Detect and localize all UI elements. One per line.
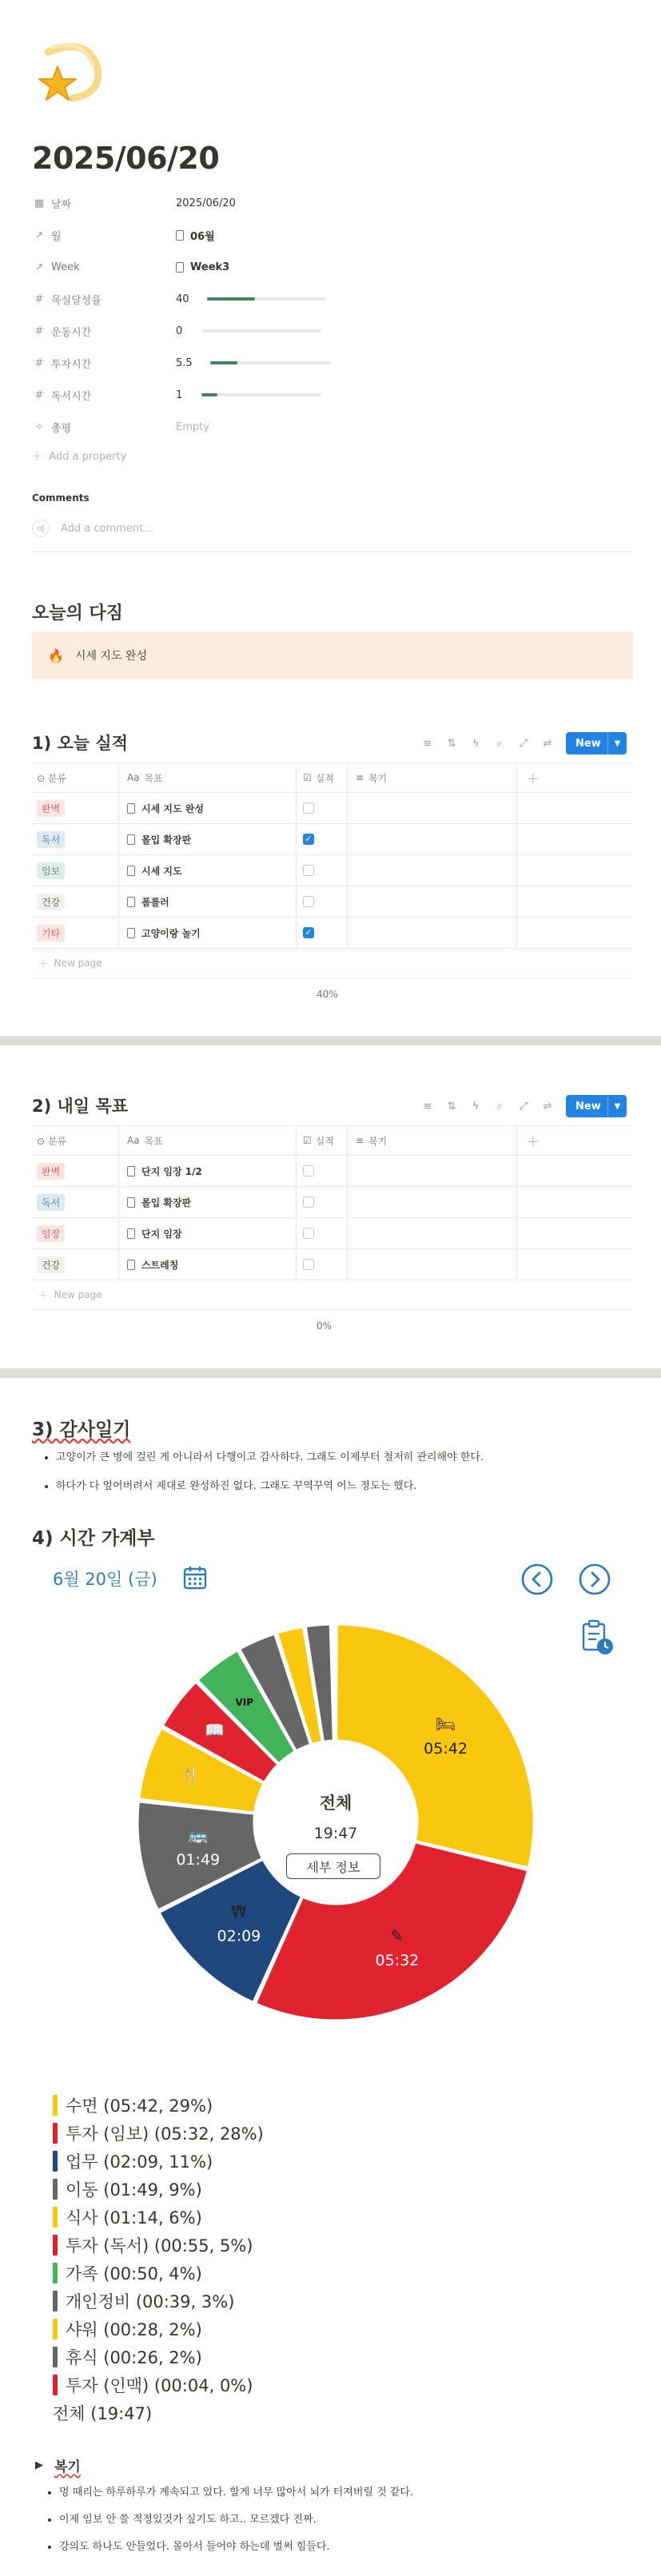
progress-fill (207, 297, 255, 301)
legend-item (53, 2119, 264, 2147)
page-icon (127, 866, 135, 876)
goal-text[interactable]: 고양이랑 놀기 (141, 927, 201, 939)
gratitude-list (32, 1443, 661, 1501)
page-icon (127, 897, 135, 907)
property-value[interactable] (176, 389, 321, 401)
shooting-star-icon[interactable] (32, 36, 104, 108)
today-db-toolbar (416, 732, 627, 754)
done-checkbox[interactable] (303, 802, 314, 814)
money-icon: ₩ (231, 1901, 247, 1921)
number-icon: # (34, 388, 44, 401)
property-label: 투자시간 (51, 358, 92, 371)
sparkle-icon: ✧ (34, 420, 44, 433)
table-row[interactable] (32, 1156, 633, 1187)
review-toggle-label: 복기 (54, 2459, 81, 2475)
category-tag[interactable]: 완벽 (37, 800, 65, 817)
next-day-button[interactable] (579, 1563, 611, 1595)
legend-swatch (53, 2123, 58, 2144)
page-title[interactable]: 2025/06/20 (32, 141, 220, 176)
legend-item (53, 2343, 264, 2371)
property-row[interactable] (32, 380, 639, 409)
property-name (32, 261, 176, 273)
avatar: 미 (32, 520, 50, 537)
donut-slice[interactable] (332, 1624, 335, 1741)
prev-day-button[interactable] (521, 1563, 553, 1595)
gratitude-item: • 하다가 다 엎어버려서 제대로 완성하진 없다. 그래도 꾸역꾸역 어느 정도는 했다. (56, 1472, 661, 1501)
divider (32, 551, 633, 552)
review-cell[interactable] (347, 1156, 516, 1186)
table-row[interactable] (32, 918, 633, 949)
legend-item (53, 2203, 264, 2231)
gratitude-item: • 고양이가 큰 병에 걸린 게 아니라서 다행이고 감사하다. 그래도 이제부터 철저히 관리해야 한다. (56, 1443, 661, 1472)
report-edit-icon: ✎ (390, 1926, 404, 1946)
property-value[interactable] (176, 228, 215, 243)
done-checkbox[interactable] (303, 1259, 314, 1270)
review-item: • 멍 때리는 하루하루가 계속되고 있다. 할게 너무 많아서 뇌가 터져버릴 것 같다. (59, 2479, 413, 2506)
property-row[interactable] (32, 412, 639, 441)
legend-label: 투자 (인맥) (00:04, 0%) (66, 2375, 253, 2395)
slice-time-label: 02:09 (217, 1927, 261, 1945)
text-icon: ≡ (356, 1135, 364, 1146)
table-row[interactable] (32, 1218, 633, 1249)
tomorrow-db-title[interactable]: 2) 내일 목표 (32, 1097, 128, 1116)
property-name (32, 228, 176, 243)
page-icon (176, 230, 184, 241)
chart-legend (53, 2091, 264, 2427)
category-tag[interactable]: 독서 (37, 1194, 65, 1211)
review-toggle[interactable] (35, 2455, 81, 2475)
legend-item (53, 2231, 264, 2259)
toggle-triangle-icon[interactable]: ▶ (35, 2459, 43, 2471)
table-header (32, 1125, 633, 1156)
new-button[interactable] (566, 732, 627, 754)
filter-icon[interactable]: ≡ (423, 737, 432, 750)
property-row[interactable] (32, 285, 639, 313)
property-value-text: Empty (176, 420, 209, 433)
property-name (32, 420, 176, 435)
add-column-button[interactable]: ＋ (516, 763, 633, 792)
legend-label: 가족 (00:50, 4%) (66, 2263, 202, 2283)
tomorrow-db-toolbar (416, 1095, 627, 1117)
legend-item (53, 2371, 264, 2399)
page-icon (127, 803, 135, 814)
property-name (32, 324, 176, 339)
number-icon: # (34, 324, 44, 337)
review-cell[interactable] (347, 1218, 516, 1248)
goal-text[interactable]: 시세 지도 완성 (141, 802, 204, 814)
col-label: 분류 (47, 772, 67, 784)
property-value-text: 1 (176, 388, 183, 401)
table-row[interactable] (32, 1249, 633, 1280)
col-category[interactable] (32, 1134, 118, 1148)
sort-icon[interactable]: ⇅ (447, 1100, 456, 1113)
filter-icon[interactable]: ≡ (423, 1100, 432, 1113)
property-row[interactable] (32, 253, 639, 281)
col-label: 목표 (144, 772, 163, 784)
new-button[interactable] (566, 1095, 627, 1117)
goal-text[interactable]: 몰입 확장판 (141, 834, 192, 846)
review-cell[interactable] (347, 1249, 516, 1280)
checkbox-icon: ☑ (303, 772, 312, 783)
legend-item (53, 2315, 264, 2343)
legend-label: 샤워 (00:28, 2%) (66, 2319, 202, 2339)
book-icon: 📖 (205, 1720, 225, 1740)
done-checkbox[interactable]: ✓ (303, 927, 314, 938)
relation-arrow-icon: ↗ (34, 229, 44, 241)
detail-button[interactable]: 세부 정보 (286, 1853, 380, 1879)
category-tag[interactable]: 기타 (37, 925, 65, 942)
legend-swatch (53, 2319, 58, 2339)
legend-item (53, 2175, 264, 2203)
col-label: 복기 (368, 1135, 388, 1147)
col-label: 실적 (315, 772, 334, 784)
property-row[interactable] (32, 317, 639, 345)
bus-icon: 🚌 (188, 1825, 209, 1845)
table-row[interactable] (32, 1187, 633, 1218)
new-button-label: New (575, 1100, 601, 1113)
expand-icon[interactable]: ⤢ (519, 737, 528, 750)
chart-center-total: 19:47 (313, 1825, 358, 1842)
review-cell[interactable] (347, 886, 516, 917)
property-label: Week (51, 261, 80, 273)
col-done[interactable] (296, 763, 347, 792)
legend-swatch (53, 2179, 58, 2200)
slice-time-label: 05:32 (375, 1952, 420, 1970)
chart-center-title: 전체 (319, 1794, 352, 1813)
legend-item (53, 2147, 264, 2175)
search-icon[interactable]: ⌕ (496, 737, 503, 750)
category-tag[interactable]: 독서 (37, 831, 65, 848)
add-property-label: Add a property (49, 451, 127, 463)
goal-text[interactable]: 단지 임장 1/2 (141, 1165, 202, 1177)
legend-label: 투자 (임보) (05:32, 28%) (66, 2124, 264, 2144)
progress-fill (201, 393, 217, 396)
table-row[interactable] (32, 824, 633, 855)
sort-icon[interactable]: ⇅ (447, 737, 456, 750)
section-divider (0, 1036, 661, 1045)
col-category[interactable] (32, 771, 118, 785)
property-label: 운동시간 (51, 326, 92, 339)
comment-placeholder: Add a comment... (61, 522, 153, 535)
clipboard-clock-icon[interactable] (580, 1619, 615, 1656)
checkbox-icon: ☑ (303, 1135, 312, 1146)
plus-icon: ＋ (32, 451, 43, 463)
property-name (32, 292, 176, 307)
category-tag[interactable]: 임보 (37, 862, 65, 879)
progress-bar (201, 329, 321, 332)
time-donut-chart[interactable] (128, 1614, 544, 2030)
text-icon: ≡ (356, 772, 364, 783)
slice-time-label: 01:49 (176, 1850, 221, 1869)
property-label: 월 (51, 230, 62, 243)
col-label: 분류 (47, 1135, 67, 1147)
column-summary[interactable] (32, 978, 633, 1010)
legend-label: 업무 (02:09, 11%) (66, 2152, 213, 2172)
category-tag[interactable]: 건강 (37, 894, 65, 910)
page-icon (127, 1260, 135, 1270)
today-db-title[interactable]: 1) 오늘 실적 (32, 734, 128, 753)
legend-label: 식사 (01:14, 6%) (66, 2208, 202, 2228)
progress-fill (210, 361, 238, 364)
progress-bar (210, 361, 330, 364)
col-label: 실적 (315, 1135, 334, 1147)
today-table (32, 762, 633, 1010)
fork-knife-icon: 🍴 (181, 1766, 201, 1786)
column-summary[interactable] (32, 1310, 633, 1342)
col-label: 복기 (368, 772, 388, 784)
gratitude-heading-text: 3) 감사일기 (32, 1419, 131, 1440)
review-cell[interactable] (347, 855, 516, 886)
legend-label: 투자 (독서) (00:55, 5%) (66, 2236, 253, 2255)
property-value[interactable] (176, 325, 321, 337)
legend-item (53, 2091, 264, 2119)
calendar-icon: ▦ (34, 197, 45, 209)
property-value-text: Week3 (190, 261, 230, 273)
page-icon (127, 1166, 135, 1177)
property-value-text: 40 (176, 293, 189, 305)
add-column-button[interactable]: ＋ (516, 1126, 633, 1155)
legend-swatch (53, 2263, 58, 2283)
goal-text[interactable]: 단지 임장 (141, 1228, 182, 1240)
goal-text[interactable]: 스트레칭 (141, 1259, 179, 1271)
title-icon: Aa (127, 1135, 140, 1146)
gratitude-heading (32, 1415, 130, 1441)
property-label: 총평 (51, 422, 72, 435)
property-row[interactable] (32, 348, 639, 377)
col-review[interactable] (347, 763, 516, 792)
page-icon (127, 1197, 135, 1208)
property-name (32, 196, 176, 211)
page-icon (176, 262, 184, 273)
new-button-label: New (575, 737, 601, 750)
comment-input[interactable] (32, 520, 153, 537)
done-checkbox[interactable] (303, 1165, 314, 1177)
property-value[interactable] (176, 421, 209, 433)
property-value-text: 5.5 (176, 356, 193, 369)
table-row[interactable] (32, 855, 633, 886)
done-checkbox[interactable]: ✓ (303, 834, 314, 845)
done-checkbox[interactable] (303, 1196, 314, 1208)
progress-bar (207, 297, 327, 301)
legend-swatch (53, 2095, 58, 2116)
bed-icon: 🛏 (435, 1714, 456, 1734)
number-icon: # (34, 293, 44, 305)
property-value[interactable] (176, 197, 236, 209)
section-divider (0, 1368, 661, 1378)
plus-icon: ＋ (38, 1289, 49, 1301)
property-value[interactable] (176, 261, 229, 273)
summary-value: 0% (317, 1320, 332, 1332)
property-value[interactable] (176, 357, 330, 369)
legend-swatch (53, 2375, 58, 2395)
table-row[interactable] (32, 886, 633, 918)
legend-label: 휴식 (00:26, 2%) (66, 2347, 202, 2367)
search-icon[interactable]: ⌕ (496, 1100, 503, 1113)
legend-label: 개인정비 (00:39, 3%) (66, 2291, 235, 2311)
callout-text: 시세 지도 완성 (74, 650, 147, 663)
legend-item (53, 2259, 264, 2287)
new-page-button[interactable] (32, 1280, 633, 1310)
col-goal[interactable] (118, 763, 296, 792)
title-icon: Aa (127, 772, 140, 783)
property-name (32, 356, 176, 371)
page-icon (127, 834, 135, 845)
fire-icon: 🔥 (48, 647, 64, 663)
plus-icon: ＋ (38, 958, 49, 969)
page-icon (127, 1228, 135, 1239)
property-label: 날짜 (51, 198, 72, 211)
legend-swatch (53, 2151, 58, 2172)
chevron-down-icon[interactable]: ▼ (614, 1101, 621, 1111)
property-value[interactable] (176, 293, 327, 305)
category-tag[interactable]: 임장 (37, 1225, 65, 1242)
goal-text[interactable]: 폼롤러 (141, 896, 169, 908)
review-cell[interactable] (347, 918, 516, 948)
col-review[interactable] (347, 1126, 516, 1155)
slice-time-label: 05:42 (424, 1739, 468, 1758)
legend-label: 이동 (01:49, 9%) (66, 2180, 202, 2200)
review-item: • 이제 임보 안 쓸 적정있것가 싶기도 하고.. 모르겠다 진짜. (59, 2506, 413, 2534)
property-value-text: 2025/06/20 (176, 197, 236, 209)
goal-text[interactable]: 시세 지도 (141, 865, 182, 877)
col-done[interactable] (296, 1126, 347, 1155)
goal-text[interactable]: 몰입 확장판 (141, 1196, 192, 1208)
expand-icon[interactable]: ⤢ (519, 1100, 528, 1113)
resolution-heading: 오늘의 다짐 (32, 603, 123, 623)
settings-icon[interactable]: ⇌ (543, 1100, 552, 1113)
table-header (32, 762, 633, 793)
comments-label: Comments (32, 492, 90, 504)
settings-icon[interactable]: ⇌ (543, 737, 552, 750)
new-page-label: New page (54, 1289, 102, 1300)
col-goal[interactable] (118, 1126, 296, 1155)
property-label: 독서시간 (51, 390, 92, 403)
page-icon (127, 928, 135, 938)
add-property-button[interactable] (32, 448, 126, 463)
category-tag[interactable]: 완벽 (37, 1163, 65, 1180)
review-list (35, 2479, 413, 2561)
legend-swatch (53, 2347, 58, 2367)
new-page-label: New page (54, 958, 102, 969)
chevron-down-icon[interactable]: ▼ (614, 739, 621, 748)
summary-value: 40% (317, 989, 338, 1000)
review-item: • 강의도 하나도 안들었다. 몰아서 들어야 하는데 벌써 힘들다. (59, 2534, 413, 2561)
legend-item (53, 2287, 264, 2315)
select-icon: ⊙ (37, 1135, 46, 1147)
review-cell[interactable] (347, 824, 516, 854)
property-value-text: 0 (176, 324, 183, 337)
calendar-icon[interactable] (182, 1565, 208, 1591)
property-value-text: 06월 (190, 230, 215, 243)
done-checkbox[interactable] (303, 865, 314, 876)
date-label: 6월 20일 (금) (53, 1570, 157, 1589)
property-label: 목실달성률 (51, 294, 102, 307)
review-cell[interactable] (347, 793, 516, 823)
property-name (32, 388, 176, 403)
legend-label: 수면 (05:42, 29%) (66, 2096, 213, 2116)
number-icon: # (34, 356, 44, 369)
automation-icon[interactable]: ϟ (472, 737, 480, 750)
legend-total: 전체 (19:47) (53, 2403, 153, 2423)
review-cell[interactable] (347, 1187, 516, 1217)
done-checkbox[interactable] (303, 896, 314, 907)
done-checkbox[interactable] (303, 1228, 314, 1239)
legend-swatch (53, 2291, 58, 2311)
property-row[interactable] (32, 221, 639, 249)
select-icon: ⊙ (37, 772, 46, 784)
col-label: 목표 (144, 1135, 163, 1147)
legend-swatch (53, 2235, 58, 2255)
relation-arrow-icon: ↗ (34, 261, 44, 273)
automation-icon[interactable]: ϟ (472, 1100, 480, 1113)
table-row[interactable] (32, 793, 633, 824)
vip-icon: VIP (235, 1697, 254, 1709)
legend-swatch (53, 2207, 58, 2228)
new-page-button[interactable] (32, 949, 633, 978)
resolution-callout (32, 631, 633, 679)
property-row[interactable] (32, 189, 639, 217)
tomorrow-table (32, 1125, 633, 1342)
time-budget-heading: 4) 시간 가계부 (32, 1528, 155, 1549)
category-tag[interactable]: 건강 (37, 1256, 65, 1273)
progress-bar (201, 393, 321, 396)
